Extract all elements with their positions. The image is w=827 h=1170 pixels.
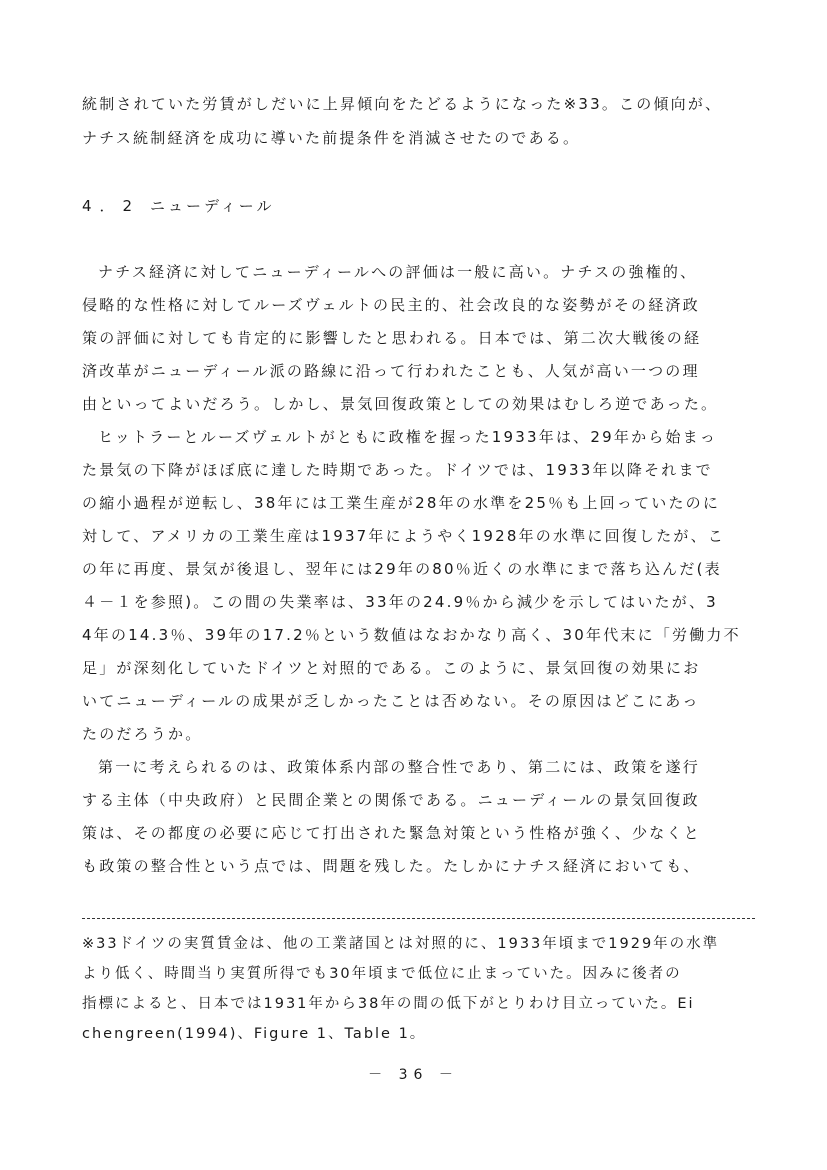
body-line: ヒットラーとルーズヴェルトがともに政権を握った1933年は、29年から始まっ <box>98 428 718 446</box>
body-line: 由といってよいだろう。しかし、景気回復政策としての効果はむしろ逆であった。 <box>82 395 719 413</box>
body-line: 策は、その都度の必要に応じて打出された緊急対策という性格が強く、少なくと <box>82 824 701 842</box>
body-line: 第一に考えられるのは、政策体系内部の整合性であり、第二には、政策を遂行 <box>98 758 701 776</box>
body-line: ４－１を参照)。この間の失業率は、33年の24.9％から減少を示してはいたが、3 <box>82 593 718 611</box>
body-line: 統制されていた労賃がしだいに上昇傾向をたどるようになった※33。この傾向が、 <box>82 95 723 113</box>
section-title: ニューディール <box>150 197 275 215</box>
section-number: 4．2 <box>82 197 141 215</box>
body-line: 済改革がニューディール派の路線に沿って行われたことも、人気が高い一つの理 <box>82 362 700 380</box>
section-heading <box>82 196 275 216</box>
body-line: いてニューディールの成果が乏しかったことは否めない。その原因はどこにあっ <box>82 692 700 710</box>
footnote-line: より低く、時間当り実質所得でも30年頃まで低位に止まっていた。因みに後者の <box>82 966 682 982</box>
body-line: ナチス統制経済を成功に導いた前提条件を消滅させたのである。 <box>82 129 581 147</box>
body-line: ナチス経済に対してニューディールへの評価は一般に高い。ナチスの強権的、 <box>98 263 698 281</box>
body-line: た景気の下降がほぼ底に達した時期であった。ドイツでは、1933年以降それまで <box>82 461 713 479</box>
body-line: 侵略的な性格に対してルーズヴェルトの民主的、社会改良的な姿勢がその経済政 <box>82 296 700 314</box>
body-line: 対して、アメリカの工業生産は1937年にようやく1928年の水準に回復したが、こ <box>82 527 726 545</box>
body-line: たのだろうか。 <box>82 725 203 743</box>
body-line: も政策の整合性という点では、問題を残した。たしかにナチス経済においても、 <box>82 857 701 875</box>
body-line: の縮小過程が逆転し、38年には工業生産が28年の水準を25％も上回っていたのに <box>82 494 721 512</box>
body-line: する主体（中央政府）と民間企業との関係である。ニューディールの景気回復政 <box>82 791 700 809</box>
body-line: の年に再度、景気が後退し、翌年には29年の80％近くの水準にまで落ち込んだ(表 <box>82 560 722 578</box>
body-line: 4年の14.3％、39年の17.2％という数値はなおかなり高く、30年代末に「労働力不 <box>82 626 741 644</box>
footnote-line: ※33ドイツの実質賃金は、他の工業諸国とは対照的に、1933年頃まで1929年の水準 <box>82 936 720 952</box>
body-line: 策の評価に対しても肯定的に影響したと思われる。日本では、第二次大戦後の経 <box>82 329 702 347</box>
page-number: － 36 － <box>368 1067 459 1083</box>
footnote-line: chengreen(1994)、Figure 1、Table 1。 <box>82 1026 427 1042</box>
body-line: 足」が深刻化していたドイツと対照的である。このように、景気回復の効果にお <box>82 659 701 677</box>
footnote-divider <box>82 918 755 919</box>
footnote-line: 指標によると、日本では1931年から38年の間の低下がとりわけ目立っていた。Ei <box>82 996 695 1012</box>
